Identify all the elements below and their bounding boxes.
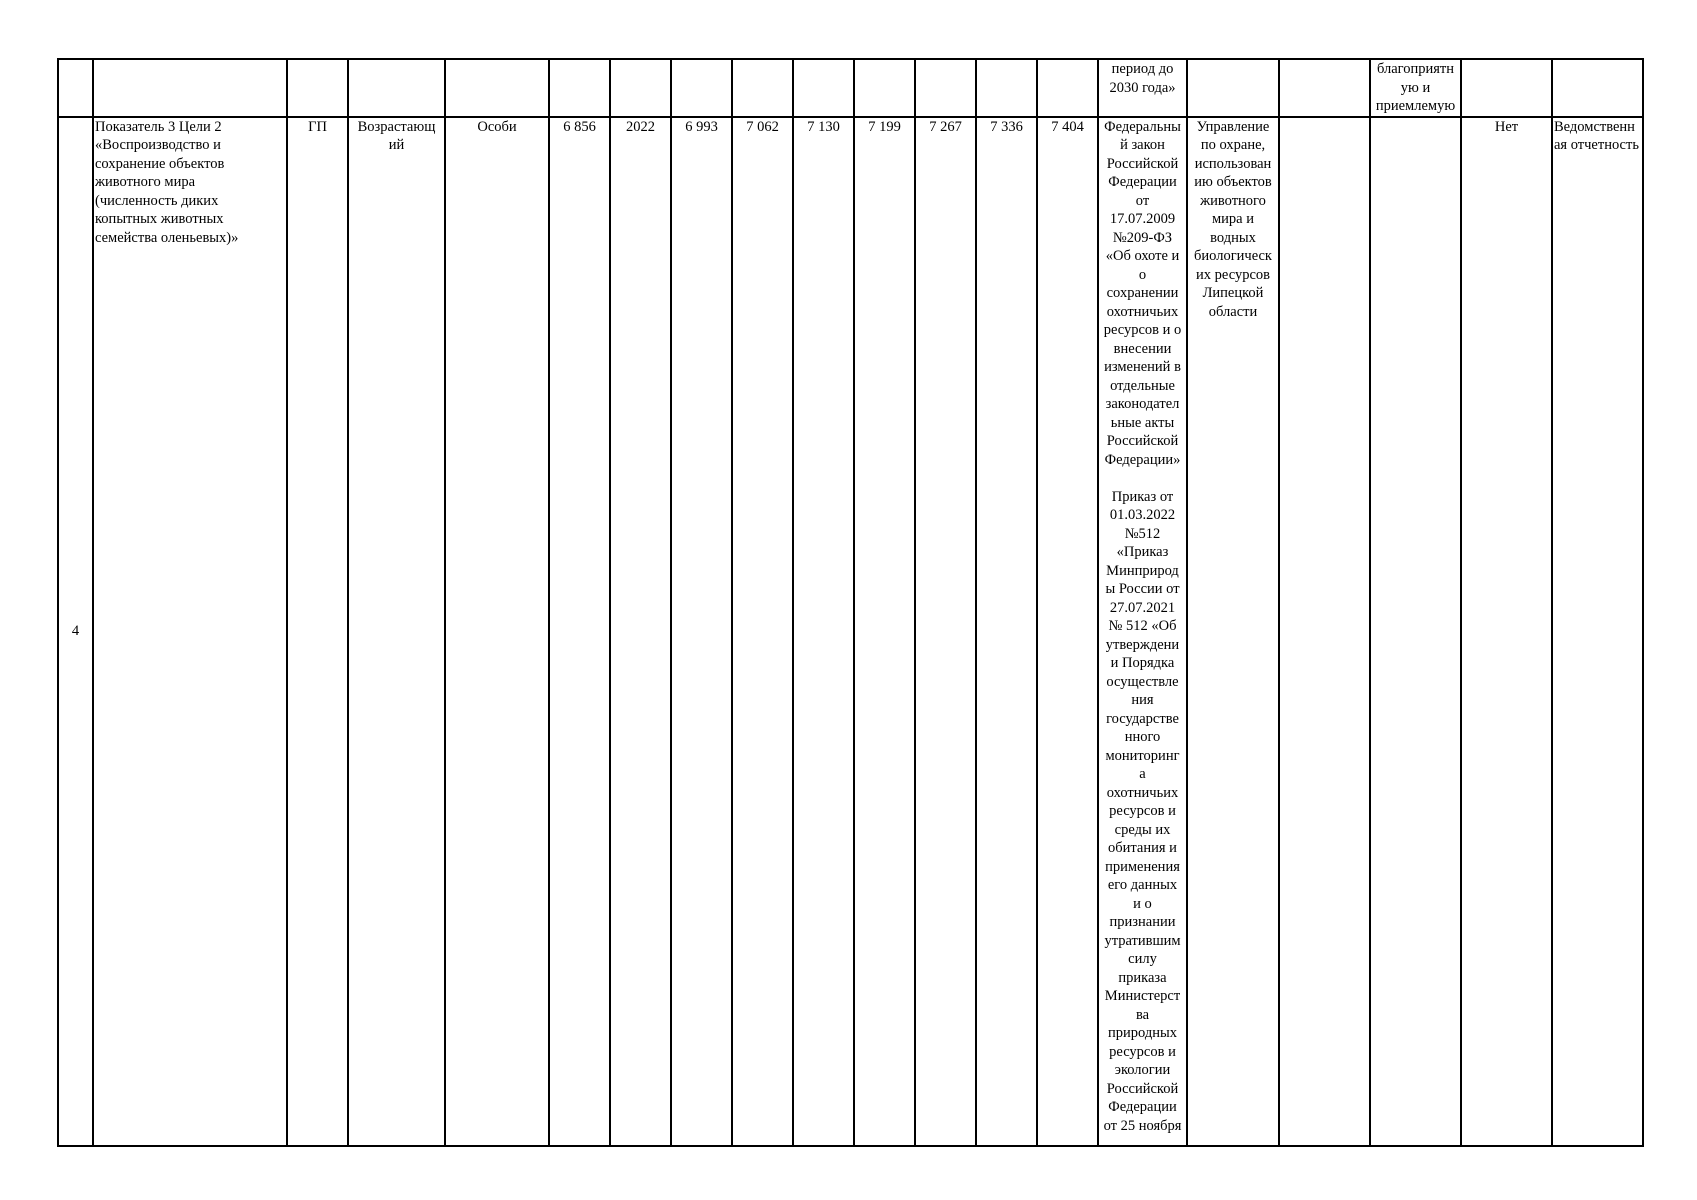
cell [93, 59, 287, 117]
cell-responsible: Управление по охране, использован ию объектов животного мира и водных биологическ их ресурсов Липецкой области [1187, 117, 1279, 1146]
cell-value-5: 7 267 [915, 117, 976, 1146]
cell-unit: Особи [445, 117, 549, 1146]
cell [854, 59, 915, 117]
cell-trend: Возрастающ ий [348, 117, 445, 1146]
indicator-table [57, 58, 1644, 1147]
cell-value-6: 7 336 [976, 117, 1037, 1146]
cell-flag: Нет [1461, 117, 1552, 1146]
cell [1279, 59, 1370, 117]
cell-value-4: 7 199 [854, 117, 915, 1146]
cell-base-year: 2022 [610, 117, 671, 1146]
cell [1037, 59, 1098, 117]
cell [915, 59, 976, 117]
cell-document-continuation: период до 2030 года» [1098, 59, 1187, 117]
cell [1461, 59, 1552, 117]
cell-col17 [1279, 117, 1370, 1146]
cell [1552, 59, 1643, 117]
cell [58, 59, 93, 117]
cell-value-2: 7 062 [732, 117, 793, 1146]
cell [793, 59, 854, 117]
cell [610, 59, 671, 117]
cell-indicator-name: Показатель 3 Цели 2 «Воспроизводство и сохранение объектов животного мира (численность диких копытных животных семейства оленьевых)» [93, 117, 287, 1146]
cell-col18-continuation: благоприятн ую и приемлемую [1370, 59, 1461, 117]
cell [549, 59, 610, 117]
cell [732, 59, 793, 117]
cell-document: Федеральны й закон Российской Федерации от 17.07.2009 №209-ФЗ «Об охоте и о сохранении охотничьих ресурсов и о внесении изменений в отдельные законодател ьные акты Российской Федерации» Приказ от 01.03.2022 №512 «Приказ Минприрод ы России от 27.07.2021 № 512 «Об утверждени и Порядка осуществле ния государстве нного мониторинг а охотничьих ресурсов и среды их обитания и применения его данных и о признании утратившим силу приказа Министерст ва природных ресурсов и экологии Российской Федерации от 25 ноября [1098, 117, 1187, 1146]
cell-value-3: 7 130 [793, 117, 854, 1146]
cell-row-number: 4 [58, 117, 93, 1146]
cell-source: Ведомственн ая отчетность [1552, 117, 1643, 1146]
cell [445, 59, 549, 117]
cell-value-1: 6 993 [671, 117, 732, 1146]
table-row-indicator [58, 117, 1643, 1146]
cell [348, 59, 445, 117]
table-row-continuation [58, 59, 1643, 117]
cell [976, 59, 1037, 117]
cell [287, 59, 348, 117]
cell [671, 59, 732, 117]
cell-level: ГП [287, 117, 348, 1146]
cell [1187, 59, 1279, 117]
cell-col18 [1370, 117, 1461, 1146]
cell-base-value: 6 856 [549, 117, 610, 1146]
cell-value-7: 7 404 [1037, 117, 1098, 1146]
